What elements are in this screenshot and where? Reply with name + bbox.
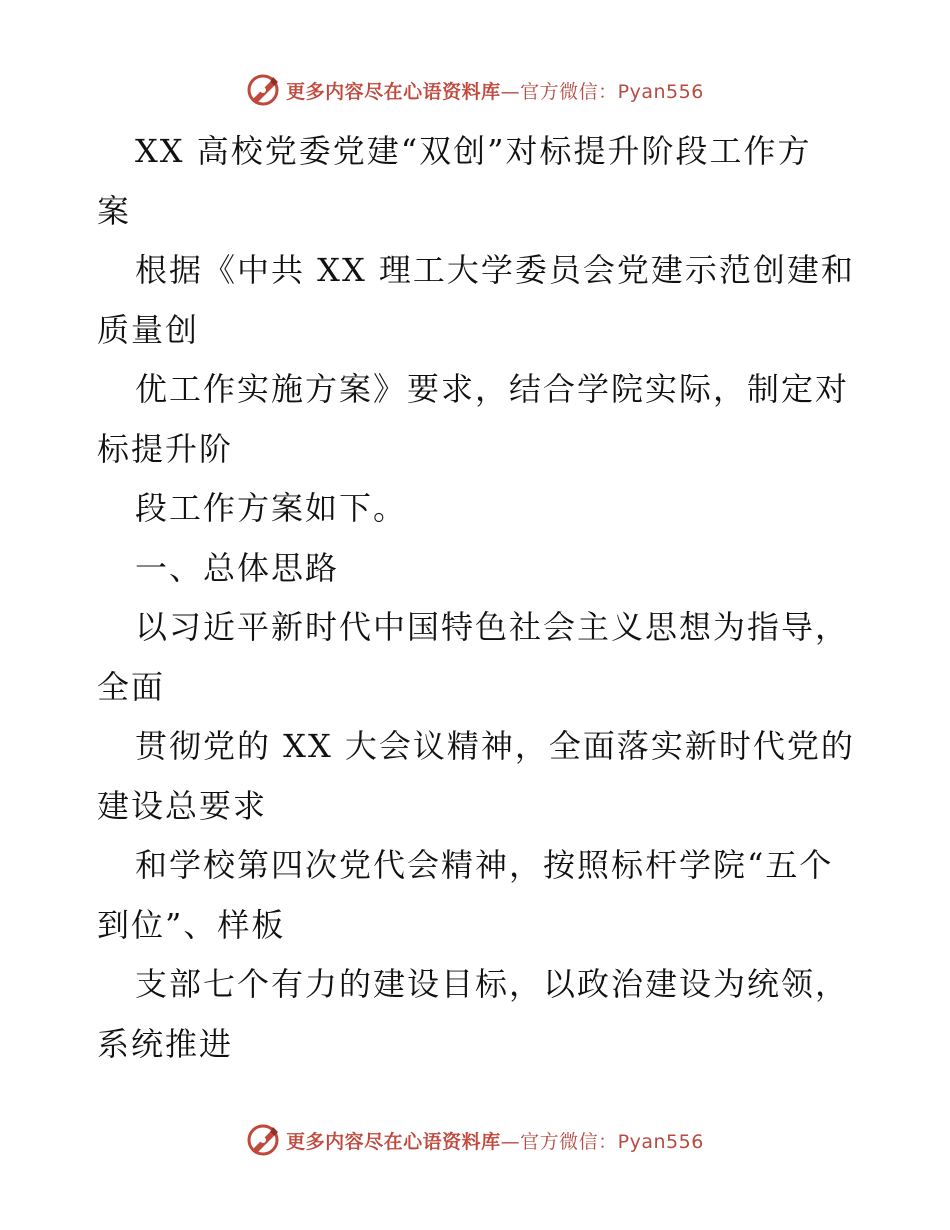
paragraph-line: 建设总要求 bbox=[97, 786, 268, 825]
paragraph-line: 优工作实施方案》要求，结合学院实际，制定对 bbox=[135, 370, 850, 408]
paragraph-line: 到位”、样板 bbox=[97, 905, 286, 944]
pen-logo-icon bbox=[246, 73, 280, 107]
paragraph-line: 以习近平新时代中国特色社会主义思想为指导， bbox=[135, 608, 850, 646]
paragraph-line: 质量创 bbox=[97, 310, 200, 349]
header-watermark bbox=[0, 70, 950, 110]
watermark-text: 更多内容尽在心语资料库—官方微信：Pyan556 bbox=[286, 80, 704, 103]
footer-watermark bbox=[0, 1120, 950, 1160]
paragraph-line: 系统推进 bbox=[97, 1024, 234, 1063]
watermark-text: 更多内容尽在心语资料库—官方微信：Pyan556 bbox=[286, 1130, 704, 1153]
section-heading: 一、总体思路 bbox=[135, 548, 340, 587]
paragraph-line: 支部七个有力的建设目标，以政治建设为统领， bbox=[135, 965, 850, 1003]
paragraph-line: 根据《中共 XX 理工大学委员会党建示范创建和 bbox=[135, 251, 855, 289]
paragraph-line: 和学校第四次党代会精神，按照标杆学院“五个 bbox=[135, 846, 834, 884]
paragraph-line: 贯彻党的 XX 大会议精神，全面落实新时代党的 bbox=[135, 727, 855, 765]
pen-logo-icon bbox=[246, 1123, 280, 1157]
paragraph-line: 段工作方案如下。 bbox=[135, 489, 408, 527]
title-line-1: XX 高校党委党建“双创”对标提升阶段工作方 bbox=[135, 132, 812, 170]
title-line-2: 案 bbox=[97, 191, 132, 230]
document-body bbox=[97, 122, 857, 1074]
paragraph-line: 全面 bbox=[97, 667, 166, 706]
paragraph-line: 标提升阶 bbox=[97, 429, 234, 468]
